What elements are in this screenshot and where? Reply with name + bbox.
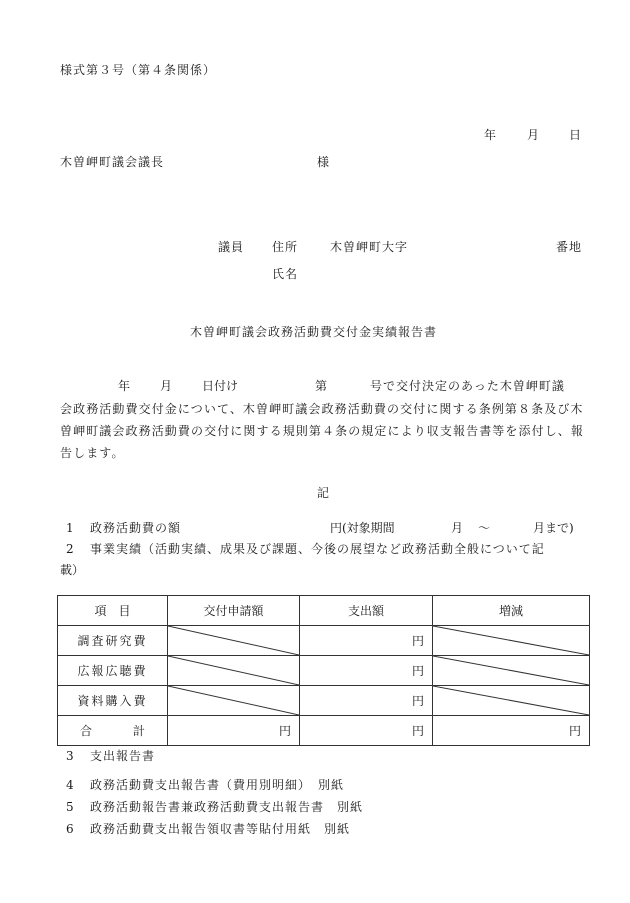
honorific: 様	[317, 155, 330, 169]
applied-cell-slashed	[168, 656, 300, 686]
address-suffix: 番地	[556, 240, 583, 254]
diagonal-line	[168, 626, 299, 655]
item-1-month: 月	[451, 521, 464, 535]
body-day-suffix: 日付け	[202, 379, 239, 393]
diagonal-line	[168, 686, 299, 715]
item-2-continuation: 載）	[60, 563, 85, 577]
body-month: 月	[160, 379, 173, 393]
item-4-text: 政務活動費支出報告書（費用別明細） 別紙	[90, 778, 345, 792]
date-year-label: 年	[484, 128, 497, 142]
header-applied: 交付申請額	[168, 596, 300, 626]
item-6-number: 6	[66, 822, 74, 836]
ki-mark: 記	[317, 486, 330, 500]
applied-cell-slashed	[168, 686, 300, 716]
spend-cell: 円	[300, 686, 433, 716]
form-number: 様式第３号（第４条関係）	[60, 63, 217, 77]
addressee: 木曽岬町議会議長	[60, 155, 165, 169]
total-spend: 円	[300, 716, 433, 746]
row-label: 広報広聴費	[58, 656, 168, 686]
body-year: 年	[118, 379, 131, 393]
item-1-label: 政務活動費の額	[90, 521, 182, 535]
spend-cell: 円	[300, 656, 433, 686]
total-label-a: 合	[80, 723, 93, 738]
name-label: 氏名	[272, 267, 299, 281]
table-row	[58, 686, 590, 716]
sender-role: 議員	[218, 240, 245, 254]
item-5-number: 5	[66, 800, 74, 814]
date-day-label: 日	[569, 128, 582, 142]
diff-cell-slashed	[433, 626, 590, 656]
total-label-b: 計	[132, 723, 145, 738]
item-5-text: 政務活動報告書兼政務活動費支出報告書 別紙	[90, 800, 364, 814]
total-label-cell	[58, 716, 168, 746]
item-3-text: 支出報告書	[90, 749, 156, 763]
header-item: 項 目	[58, 596, 168, 626]
address-value: 木曽岬町大字	[330, 240, 409, 254]
budget-table	[57, 595, 590, 746]
diff-cell-slashed	[433, 656, 590, 686]
spend-cell: 円	[300, 626, 433, 656]
item-4-number: 4	[66, 778, 74, 792]
table-row	[58, 626, 590, 656]
item-1-number: 1	[66, 521, 74, 535]
table-row	[58, 656, 590, 686]
date-month-label: 月	[527, 128, 540, 142]
header-diff: 増減	[433, 596, 590, 626]
table-header-row	[58, 596, 590, 626]
total-diff: 円	[433, 716, 590, 746]
header-spend: 支出額	[300, 596, 433, 626]
body-go-text: 号で交付決定のあった木曽岬町議	[370, 379, 565, 393]
document-title: 木曽岬町議会政務活動費交付金実績報告書	[190, 325, 438, 339]
item-2-number: 2	[66, 542, 74, 556]
item-1-end: 月まで)	[533, 521, 574, 535]
body-paragraph: 会政務活動費交付金について、木曽岬町議会政務活動費の交付に関する条例第８条及び木曽岬町議会政務活動費の交付に関する規則第４条の規定により収支報告書等を添付し、報告します。	[60, 402, 585, 460]
diff-cell-slashed	[433, 686, 590, 716]
item-1-yen: 円(対象期間	[330, 521, 395, 535]
applied-cell-slashed	[168, 626, 300, 656]
item-6-text: 政務活動費支出報告領収書等貼付用紙 別紙	[90, 822, 351, 836]
item-1-tilde: 〜	[478, 521, 491, 535]
diagonal-line	[168, 656, 299, 685]
diagonal-line	[433, 626, 589, 655]
address-label: 住所	[272, 240, 299, 254]
total-applied: 円	[168, 716, 300, 746]
row-label: 調査研究費	[58, 626, 168, 656]
diagonal-line	[433, 656, 589, 685]
item-3-number: 3	[66, 749, 74, 763]
item-2-text: 事業実績（活動実績、成果及び課題、今後の展望など政務活動全般について記	[90, 542, 545, 556]
row-label: 資料購入費	[58, 686, 168, 716]
diagonal-line	[433, 686, 589, 715]
table-total-row	[58, 716, 590, 746]
body-dai: 第	[315, 379, 328, 393]
